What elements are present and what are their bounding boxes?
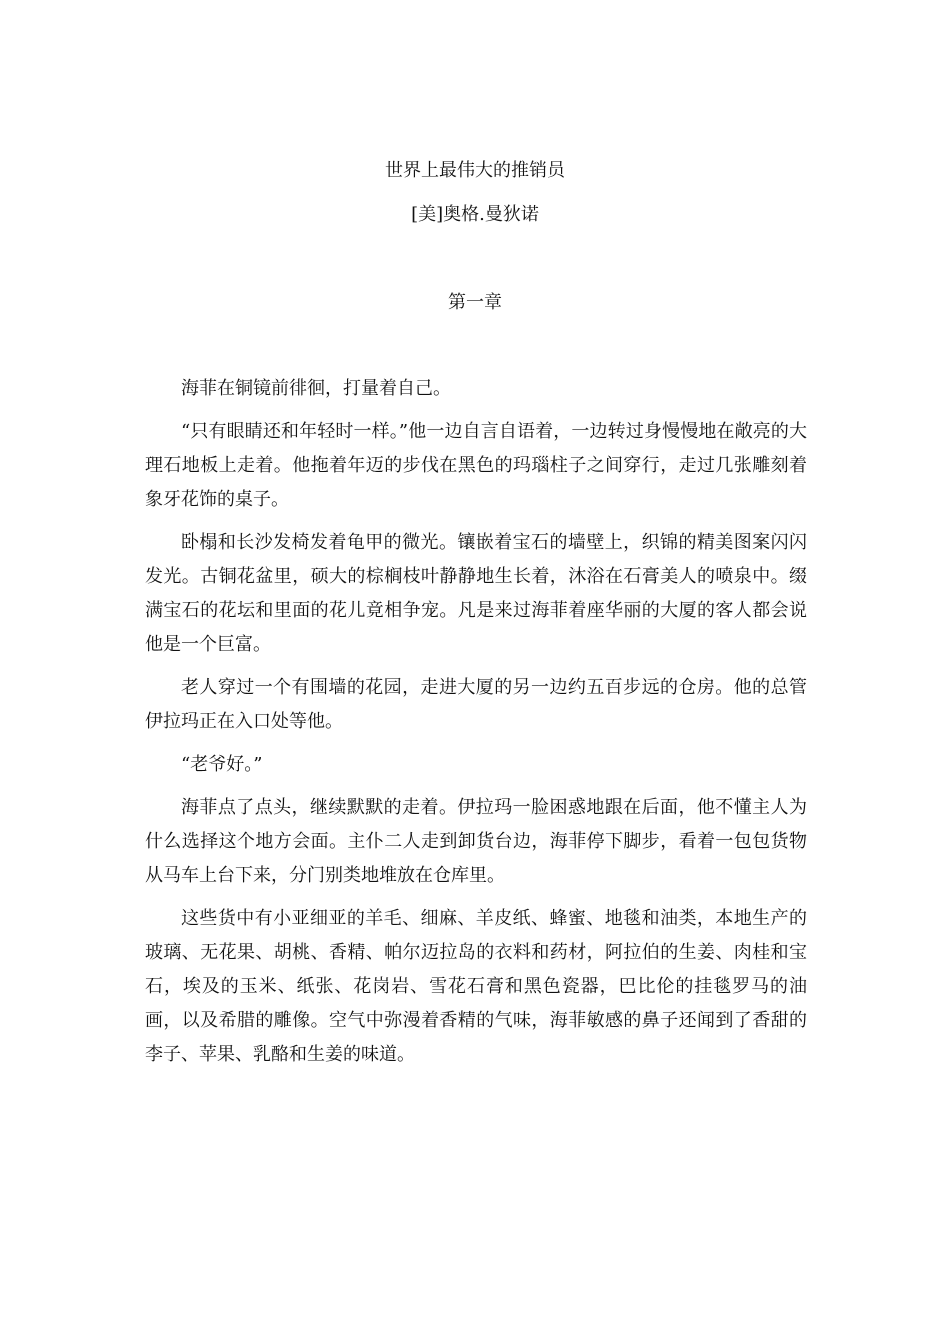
paragraph: 老人穿过一个有围墙的花园，走进大厦的另一边约五百步远的仓房。他的总管伊拉玛正在入口处等他。 xyxy=(145,677,807,732)
chapter-body xyxy=(145,372,807,1081)
paragraph: “只有眼睛还和年轻时一样。”他一边自言自语着，一边转过身慢慢地在敞亮的大理石地板上走着。他拖着年迈的步伐在黑色的玛瑙柱子之间穿行，走过几张雕刻着象牙花饰的桌子。 xyxy=(145,421,807,510)
paragraph: “老爷好。” xyxy=(181,754,263,775)
paragraph: 海菲点了点头，继续默默的走着。伊拉玛一脸困惑地跟在后面，他不懂主人为什么选择这个地方会面。主仆二人走到卸货台边，海菲停下脚步，看着一包包货物从马车上台下来，分门别类地堆放在仓库里。 xyxy=(145,797,807,886)
author-line: [美]奥格.曼狄诺 xyxy=(411,204,539,225)
chapter-heading: 第一章 xyxy=(448,292,502,313)
paragraph: 海菲在铜镜前徘徊，打量着自己。 xyxy=(181,378,451,399)
paragraph: 卧榻和长沙发椅发着龟甲的微光。镶嵌着宝石的墙壁上，织锦的精美图案闪闪发光。古铜花盆里，硕大的棕榈枝叶静静地生长着，沐浴在石膏美人的喷泉中。缀满宝石的花坛和里面的花儿竟相争宠。凡是来过海菲着座华丽的大厦的客人都会说他是一个巨富。 xyxy=(145,532,807,655)
paragraph: 这些货中有小亚细亚的羊毛、细麻、羊皮纸、蜂蜜、地毯和油类，本地生产的玻璃、无花果、胡桃、香精、帕尔迈拉岛的衣料和药材，阿拉伯的生姜、肉桂和宝石，埃及的玉米、纸张、花岗岩、雪花石膏和黑色瓷器，巴比伦的挂毯罗马的油画，以及希腊的雕像。空气中弥漫着香精的气味，海菲敏感的鼻子还闻到了香甜的李子、苹果、乳酪和生姜的味道。 xyxy=(145,908,807,1065)
book-title: 世界上最伟大的推销员 xyxy=(385,160,565,181)
